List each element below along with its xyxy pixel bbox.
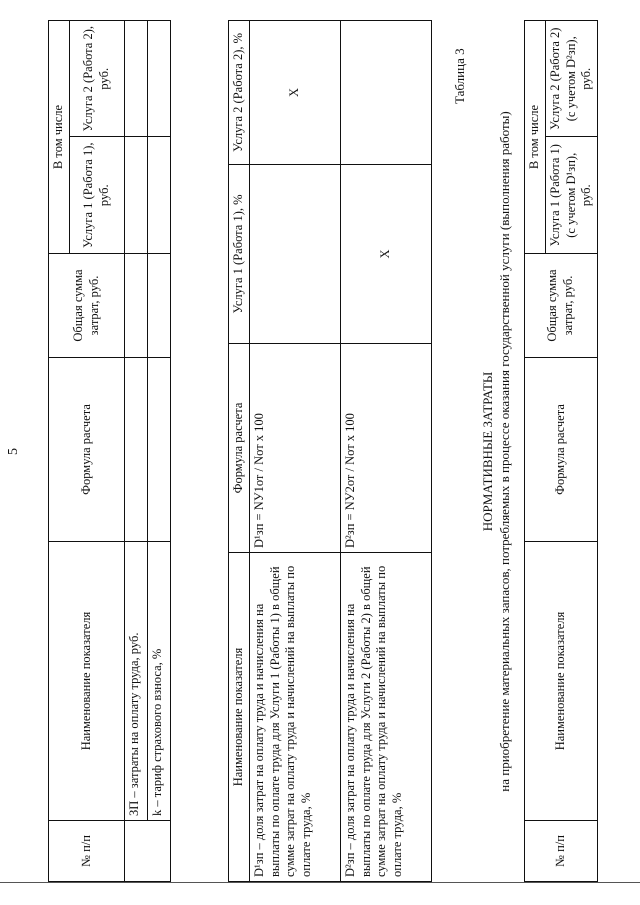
page-bottom-rule	[0, 882, 640, 883]
t2-row2-name: D²зп – доля затрат на оплату труда и начисления на выплаты по оплате труда для Услуги 2 (Работы 2) в общей сумме затрат на оплату труда и начислений на выплаты по оплате труда, %	[341, 553, 432, 882]
section-subtitle: на приобретение материальных запасов, потребляемых в процессе оказания государственной услуги (выполнения работы)	[497, 111, 512, 792]
labor-share-table	[228, 20, 432, 882]
t2-col-name-header: Наименование показателя	[229, 553, 250, 882]
t2-col-formula-header: Формула расчета	[229, 344, 250, 553]
col-name-header: Наименование показателя	[49, 542, 125, 821]
t2-row1-formula: D¹зп = NУ1от / Nот х 100	[250, 344, 341, 553]
page-number: 5	[6, 448, 21, 455]
t3-col-formula-header: Формула расчета	[525, 358, 598, 542]
row-num-cell	[125, 821, 171, 882]
labor-cost-table	[48, 20, 171, 882]
row-zp-s1	[125, 137, 148, 254]
row-k-s2	[148, 21, 171, 138]
t3-col-s1-header: Услуга 1 (Работа 1) (с учетом D¹зп), руб.	[546, 137, 598, 254]
t2-row2-s1: Х	[341, 165, 432, 344]
material-cost-table	[524, 20, 598, 882]
t3-col-name-header: Наименование показателя	[525, 542, 598, 821]
t2-row2-s2	[341, 21, 432, 165]
row-k-name: k – тариф страхового взноса, %	[148, 542, 171, 821]
col-formula-header: Формула расчета	[49, 358, 125, 542]
row-zp-total	[125, 254, 148, 358]
t2-row1-name: D¹зп – доля затрат на оплату труда и начисления на выплаты по оплате труда для Услуги 1 (Работы 1) в общей сумме затрат на оплату труда и начислений на выплаты по оплате труда, %	[250, 553, 341, 882]
row-zp-name: ЗП – затраты на оплату труда, руб.	[125, 542, 148, 821]
section-title: НОРМАТИВНЫЕ ЗАТРАТЫ	[480, 371, 495, 532]
table-number-label: Таблица 3	[452, 48, 467, 104]
t2-col-s2-header: Услуга 2 (Работа 2), %	[229, 21, 250, 165]
t2-row2-formula: D²зп = NУ2от / Nот х 100	[341, 344, 432, 553]
col-s1-header: Услуга 1 (Работа 1), руб.	[70, 137, 125, 254]
row-zp-formula	[125, 358, 148, 542]
row-k-total	[148, 254, 171, 358]
col-num-header: № п/п	[49, 821, 125, 882]
t3-col-total-header: Общая сумма затрат, руб.	[525, 254, 598, 358]
t3-col-num-header: № п/п	[525, 821, 598, 882]
col-incl-header: В том числе	[49, 21, 70, 254]
t2-col-s1-header: Услуга 1 (Работа 1), %	[229, 165, 250, 344]
row-k-formula	[148, 358, 171, 542]
col-total-header: Общая сумма затрат, руб.	[49, 254, 125, 358]
col-s2-header: Услуга 2 (Работа 2), руб.	[70, 21, 125, 138]
t3-col-s2-header: Услуга 2 (Работа 2) (с учетом D²зп), руб.	[546, 21, 598, 138]
row-k-s1	[148, 137, 171, 254]
t3-col-incl-header: В том числе	[525, 21, 546, 254]
t2-row1-s2: Х	[250, 21, 341, 165]
row-zp-s2	[125, 21, 148, 138]
t2-row1-s1	[250, 165, 341, 344]
